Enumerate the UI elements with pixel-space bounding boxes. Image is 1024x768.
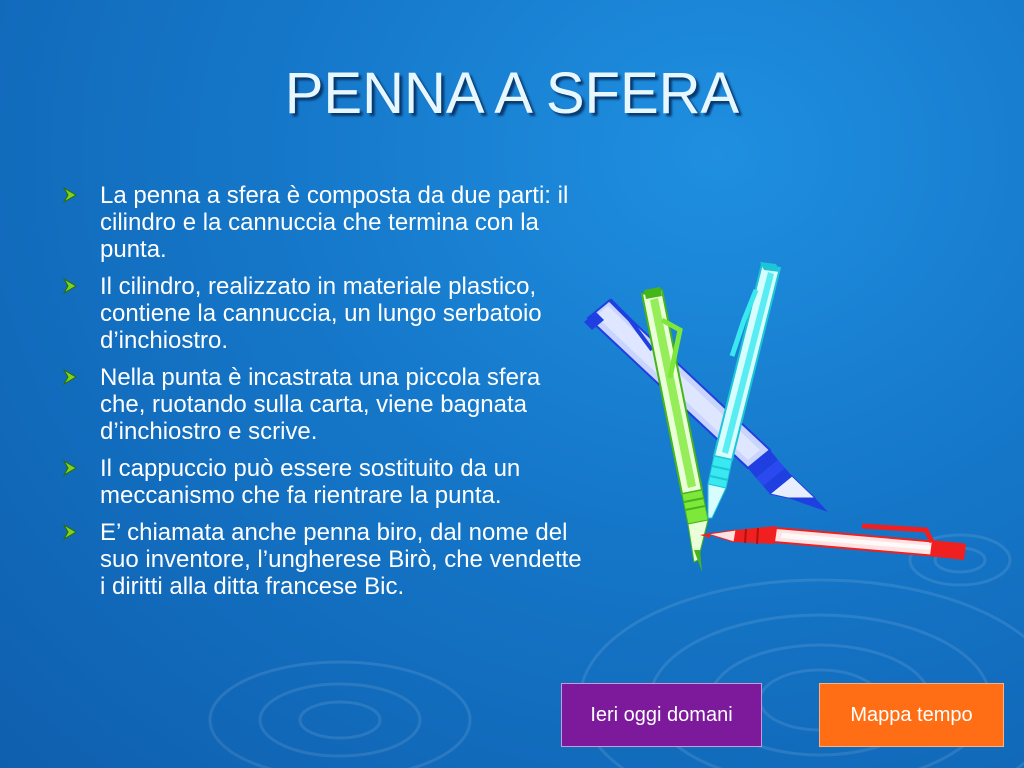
red-pen-icon: [700, 526, 966, 560]
bullet-item: [62, 182, 582, 263]
pens-illustration: [570, 250, 1000, 580]
bullet-arrow-icon: [62, 459, 78, 477]
ieri-oggi-domani-button[interactable]: Ieri oggi domani: [561, 683, 762, 747]
bullet-arrow-icon: [62, 368, 78, 386]
bullet-text: Il cappuccio può essere sostituito da un meccanismo che fa rientrare la punta.: [100, 455, 521, 509]
slide-title: PENNA A SFERA: [284, 61, 740, 126]
bullet-arrow-icon: [62, 186, 78, 204]
bullet-item: [62, 364, 582, 445]
bullet-item: [62, 519, 582, 600]
blue-pen-icon: [584, 300, 828, 512]
bullet-arrow-icon: [62, 523, 78, 541]
bullet-text: La penna a sfera è composta da due parti: il cilindro e la cannuccia che termina con la punta.: [100, 182, 569, 263]
bullet-list: [62, 182, 582, 610]
green-pen-icon: [642, 287, 708, 572]
bullet-item: [62, 273, 582, 354]
bullet-arrow-icon: [62, 277, 78, 295]
bullet-item: [62, 455, 582, 509]
bullet-text: Nella punta è incastrata una piccola sfera che, ruotando sulla carta, viene bagnata d’inchiostro e scrive.: [100, 364, 541, 445]
bullet-text: Il cilindro, realizzato in materiale plastico, contiene la cannuccia, un lungo serbatoio d’inchiostro.: [100, 273, 542, 354]
bullet-text: E’ chiamata anche penna biro, dal nome del suo inventore, l’ungherese Birò, che vendette i diritti alla ditta francese Bic.: [100, 519, 582, 600]
mappa-tempo-button[interactable]: Mappa tempo: [819, 683, 1004, 747]
